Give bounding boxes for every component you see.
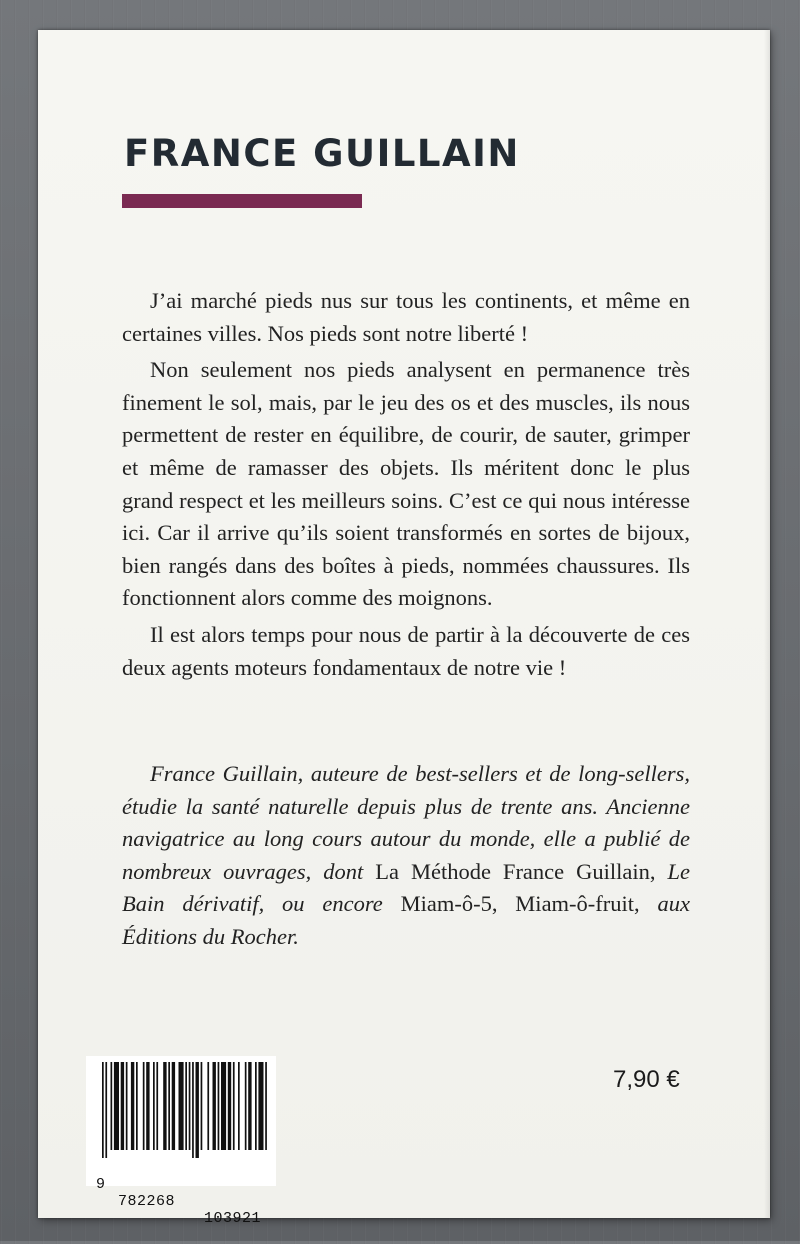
barcode: [86, 1056, 276, 1227]
bio-paragraph: [122, 758, 690, 954]
bio-text: France Guillain, auteure de best-sellers et de long-sellers, étudie la santé naturelle depuis plus de trente ans. Ancienne navigatrice au long cours autour du monde, elle a publié de nombreux ouvrages, dont: [122, 761, 690, 884]
author-name: FRANCE GUILLAIN: [124, 132, 520, 175]
isbn-number: [96, 1159, 278, 1244]
isbn-group-left: 782268: [118, 1193, 176, 1210]
isbn-digit-first: 9: [96, 1176, 106, 1193]
price: 7,90 €: [613, 1066, 680, 1093]
book-title: La Méthode France Guillain,: [375, 858, 656, 884]
author-bio: [122, 758, 690, 954]
blurb-paragraph: Non seulement nos pieds analysent en permanence très finement le sol, mais, par le jeu des os et des muscles, ils nous permettent de rester en équilibre, de courir, de sauter, grimper et même de ramasser des objets. Ils méritent donc le plus grand respect et les meilleurs soins. C’est ce qui nous intéresse ici. Car il arrive qu’ils soient transformés en sortes de bijoux, bien rangés dans des boîtes à pieds, nommées chaussures. Ils fonctionnent alors comme des moignons.: [122, 357, 690, 611]
book-title: Miam-ô-5, Miam-ô-fruit,: [400, 891, 640, 917]
book-back-cover: [38, 30, 770, 1227]
bio-text: Le Bain dérivatif, ou encore: [122, 858, 690, 917]
accent-bar: [122, 194, 362, 208]
blurb-paragraph: Il est alors temps pour nous de partir à la découverte de ces deux agents moteurs fondamentaux de notre vie !: [122, 621, 690, 680]
bio-text: aux Éditions du Rocher.: [122, 891, 690, 949]
barcode-icon: [92, 1062, 270, 1158]
isbn-group-right: 103921: [204, 1210, 262, 1227]
blurb-paragraph: J’ai marché pieds nus sur tous les continents, et même en certaines villes. Nos pieds sont notre liberté !: [122, 288, 690, 346]
blurb: [122, 285, 690, 688]
